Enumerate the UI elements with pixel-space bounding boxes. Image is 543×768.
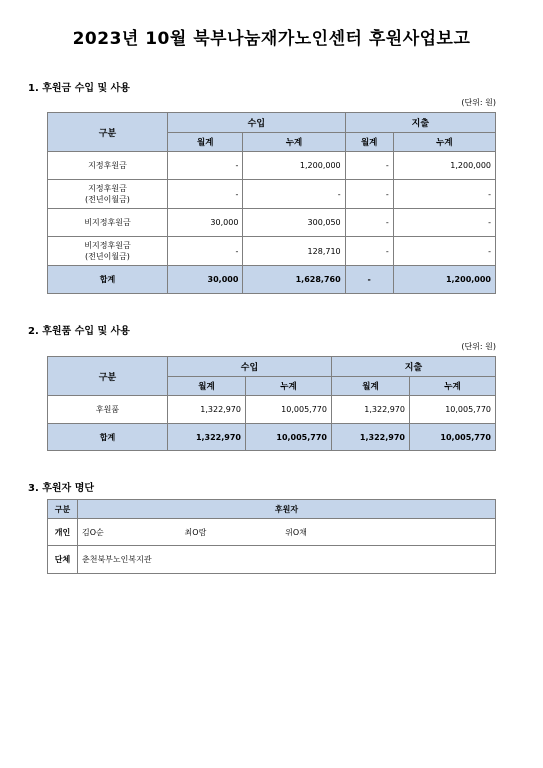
cell: -: [345, 237, 393, 266]
header-category: 구분: [48, 500, 78, 519]
group-label: 단체: [48, 546, 78, 574]
cell: -: [168, 180, 243, 209]
donor-name: 최O람: [184, 527, 207, 537]
table-row: [48, 152, 496, 180]
total-cell: 1,628,760: [243, 266, 345, 294]
row-label: [48, 237, 168, 266]
header-income-monthly: 월계: [168, 133, 243, 152]
header-expense: 지출: [331, 357, 495, 377]
donation-money-table: [47, 112, 496, 294]
header-expense-cumulative: 누계: [393, 133, 495, 152]
section1-heading: 1. 후원금 수입 및 사용: [28, 83, 130, 94]
cell: -: [345, 152, 393, 180]
table-row: [48, 396, 496, 424]
total-cell: 10,005,770: [409, 424, 495, 451]
page-title: 2023년 10월 북부나눔재가노인센터 후원사업보고: [72, 29, 471, 49]
section1-unit: (단위: 원): [461, 98, 496, 107]
row-label: 비지정후원금: [48, 209, 168, 237]
table-row: [48, 180, 496, 209]
header-income-cumulative: 누계: [243, 133, 345, 152]
cell: 1,322,970: [331, 396, 409, 424]
header-income-monthly: 월계: [168, 377, 246, 396]
individual-label: 개인: [48, 519, 78, 546]
cell: 10,005,770: [409, 396, 495, 424]
cell: 1,322,970: [168, 396, 246, 424]
total-cell: 1,200,000: [393, 266, 495, 294]
section2-heading: 2. 후원품 수입 및 사용: [28, 326, 130, 337]
donor-name: 위O채: [285, 527, 307, 537]
cell: -: [168, 152, 243, 180]
table-row: [48, 546, 496, 574]
total-row: [48, 424, 496, 451]
cell: 128,710: [243, 237, 345, 266]
header-expense-monthly: 월계: [331, 377, 409, 396]
total-label: 합계: [48, 424, 168, 451]
header-income: 수입: [168, 113, 346, 133]
donor-name: 춘천북부노인복지관: [82, 555, 152, 564]
table-row: [48, 209, 496, 237]
total-label: 합계: [48, 266, 168, 294]
header-expense: 지출: [345, 113, 495, 133]
row-label-line1: 비지정후원금: [84, 241, 131, 250]
row-label: 후원품: [48, 396, 168, 424]
row-label-line1: 지정후원금: [88, 184, 127, 193]
row-label: [48, 180, 168, 209]
cell: 1,200,000: [243, 152, 345, 180]
total-row: [48, 266, 496, 294]
cell: -: [243, 180, 345, 209]
cell: 300,050: [243, 209, 345, 237]
total-cell: 1,322,970: [331, 424, 409, 451]
total-cell: 30,000: [168, 266, 243, 294]
total-cell: 1,322,970: [168, 424, 246, 451]
cell: 1,200,000: [393, 152, 495, 180]
donor-name: 김O순: [82, 527, 104, 537]
total-cell: 10,005,770: [245, 424, 331, 451]
section2-unit: (단위: 원): [461, 342, 496, 351]
group-names: [78, 546, 496, 574]
cell: -: [345, 180, 393, 209]
cell: -: [345, 209, 393, 237]
header-income: 수입: [168, 357, 332, 377]
row-label-line2: (전년이월금): [85, 252, 130, 261]
row-label-line2: (전년이월금): [85, 195, 130, 204]
cell: 10,005,770: [245, 396, 331, 424]
header-category: 구분: [48, 357, 168, 396]
cell: 30,000: [168, 209, 243, 237]
header-expense-cumulative: 누계: [409, 377, 495, 396]
header-category: 구분: [48, 113, 168, 152]
header-donor: 후원자: [78, 500, 496, 519]
cell: -: [168, 237, 243, 266]
header-income-cumulative: 누계: [245, 377, 331, 396]
donor-list-table: [47, 499, 496, 574]
cell: -: [393, 237, 495, 266]
table-row: [48, 237, 496, 266]
individual-names: [78, 519, 496, 546]
total-cell: -: [345, 266, 393, 294]
donation-goods-table: [47, 356, 496, 451]
row-label: 지정후원금: [48, 152, 168, 180]
header-expense-monthly: 월계: [345, 133, 393, 152]
cell: -: [393, 180, 495, 209]
section3-heading: 3. 후원자 명단: [28, 483, 95, 494]
table-row: [48, 519, 496, 546]
cell: -: [393, 209, 495, 237]
